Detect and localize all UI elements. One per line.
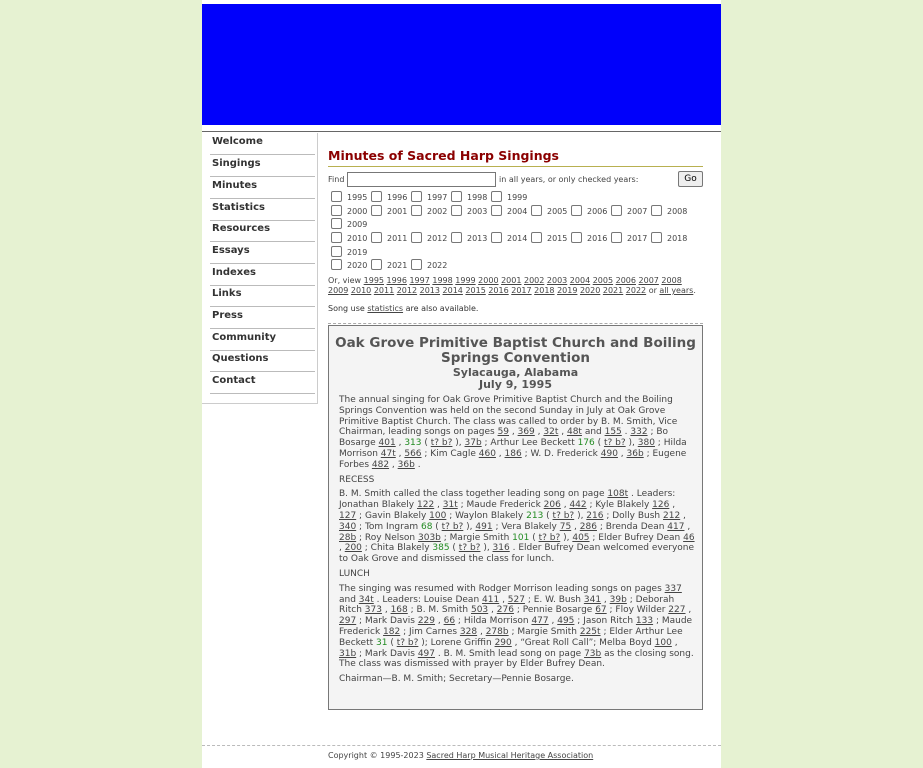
nav-essays[interactable]: Essays: [210, 242, 315, 264]
minutes-title: Oak Grove Primitive Baptist Church and Boiling Springs Convention: [335, 335, 696, 366]
find-label: Find: [328, 175, 345, 184]
year-link[interactable]: 2005: [592, 276, 614, 285]
shmha-link[interactable]: Sacred Harp Musical Heritage Association: [426, 751, 594, 760]
view-or: or: [648, 286, 657, 295]
year-link[interactable]: 1995: [363, 276, 384, 285]
nav-singings[interactable]: Singings: [210, 155, 315, 177]
year-link[interactable]: 1997: [409, 276, 430, 285]
nav-contact[interactable]: Contact: [210, 372, 315, 394]
year-link[interactable]: 2016: [488, 286, 509, 295]
search-input[interactable]: [347, 172, 496, 187]
year-link[interactable]: 2014: [442, 286, 463, 295]
year-link[interactable]: 1998: [432, 276, 453, 285]
year-link[interactable]: 2013: [419, 286, 440, 295]
header-banner: [202, 4, 721, 125]
view-end: .: [693, 286, 696, 295]
year-link[interactable]: 2000: [478, 276, 499, 285]
view-prefix: Or, view: [328, 276, 362, 285]
year-link[interactable]: 2004: [569, 276, 591, 285]
search-row: [328, 172, 704, 188]
year-link[interactable]: 2018: [534, 286, 555, 295]
minutes-paragraph: RECESS: [339, 474, 375, 485]
year-link[interactable]: 1996: [386, 276, 407, 285]
page: Welcome Singings Minutes Statistics Resources Essays Indexes Links Press Community Questions Contact Minutes of Sacred Harp Singings Find in all years, or only checked years: Go 1995 1996 1997 1998 1999 2000 2001 2002 2003 2004 2005 2006 2007 2008 2009 2010 2011 2012 2013 2014 2015 2016 2017 2018 2019 2020 2021 2022 Or, view 1995 1996 1997 1998 1999 2000 2001 2002 2003 2004 2005 2006 2007 2008 2009 2010 2011 2012 2013 2014 2015 2016 2017 2018 2019 2020 2021 2022 or all years. Song use statistics are also available. Oak Grove Primitive Baptist Church and Boiling Springs Convention Sylacauga, Alabama July 9, 1995 The annual singing for Oak Grove Primitive Baptist Church and the Boiling Springs Convention was held on the second Sunday in July at Oak Grove Primitive Baptist Church. The class was called to order by B. M. Smith, Vice Chairman, leading songs on pages 59 , 369 , 32t , 48t and 155 . 332 ; Bo Bosarge 401 , 313 ( t? b? ), 37b ; Arthur Lee Beckett 176 ( t? b? ), 380 ; Hilda Morrison 47t , 566 ; Kim Cagle 460 , 186 ; W. D. Frederick 490 , 36b ; Eugene Forbes 482 , 36b . RECESS B. M. Smith called the class together leading song on page 108t . Leaders: Jonathan Blakely 122 , 31t ; Maude Frederick 206 , 442 ; Kyle Blakely 126 , 127 ; Gavin Blakely 100 ; Waylon Blakely 213 ( t? b? ), 216 ; Dolly Bush 212 , 340 ; Tom Ingram 68 ( t? b? ), 491 ; Vera Blakely 75 , 286 ; Brenda Dean 417 , 28b ; Roy Nelson 303b ; Margie Smith 101 ( t? b? ), 405 ; Elder Bufrey Dean 46 , 200 ; Chita Blakely 385 ( t? b? ), 316 . Elder Bufrey Dean welcomed everyone to Oak Grove and dismissed the class for lunch. LUNCH The singing was resumed with Rodger Morrison leading songs on pages 337 and 34t . Leaders: Louise Dean 411 , 527 ; E. W. Bush 341 , 39b ; Deborah Ritch 373 , 168 ; B. M. Smith 503 , 276 ; Pennie Bosarge 67 ; Floy Wilder 227 , 297 ; Mark Davis 229 , 66 ; Hilda Morrison 477 , 495 ; Jason Ritch 133 ; Maude Frederick 182 ; Jim Carnes 328 , 278b ; Margie Smith 225t ; Elder Arthur Lee Beckett 31 ( t? b? ); Lorene Griffin 290 , “Great Roll Call”; Melba Boyd 100 , 31b ; Mark Davis 497 . B. M. Smith lead song on page 73b as the closing song. The class was dismissed with prayer by Elder Bufrey Dean. Chairman—B. M. Smith; Secretary—Pennie Bosarge. Copyright © 1995-2023 Sacred Harp Musical Heritage Association: [202, 0, 721, 768]
nav-resources[interactable]: Resources: [210, 220, 315, 242]
statistics-link[interactable]: statistics: [367, 304, 404, 313]
year-link[interactable]: 2006: [615, 276, 636, 285]
nav-statistics[interactable]: Statistics: [210, 199, 315, 221]
nav-minutes[interactable]: Minutes: [210, 177, 315, 199]
year-link[interactable]: 1999: [455, 276, 476, 285]
year-link[interactable]: 2002: [523, 276, 545, 285]
year-link[interactable]: 2007: [638, 276, 659, 285]
year-link[interactable]: 2022: [625, 286, 647, 295]
nav-welcome[interactable]: Welcome: [210, 133, 315, 155]
minutes-box: [328, 325, 703, 710]
footer: [328, 751, 593, 760]
year-link[interactable]: 2021: [602, 286, 624, 295]
page-title: Minutes of Sacred Harp Singings: [328, 148, 703, 167]
year-link[interactable]: 2010: [350, 286, 372, 295]
year-link[interactable]: 2003: [546, 276, 568, 285]
all-years-link[interactable]: all years: [659, 286, 694, 295]
header-divider: [202, 131, 721, 132]
year-link[interactable]: 2017: [511, 286, 532, 295]
sidebar: [202, 133, 318, 404]
minutes-date: July 9, 1995: [479, 378, 552, 391]
nav-links[interactable]: Links: [210, 285, 315, 307]
year-link[interactable]: 2012: [396, 286, 418, 295]
view-years-line: [328, 276, 704, 296]
minutes-paragraph: The singing was resumed with Rodger Morrison leading songs on pages 337 and 34t . Leaders: Louise Dean 411 , 527 ; E. W. Bush 341 , 39b ; Deborah Ritch 373 , 168 ; B. M. Smith 503 , 276 ; Pennie Bosarge 67 ; Floy Wilder 227 , 297 ; Mark Davis 229 , 66 ; Hilda Morrison 477 , 495 ; Jason Ritch 133 ; Maude Frederick 182 ; Jim Carnes 328 , 278b ; Margie Smith 225t ; Elder Arthur Lee Beckett 31 ( t? b? ); Lorene Griffin 290 , “Great Roll Call”; Melba Boyd 100 , 31b ; Mark Davis 497 . B. M. Smith lead song on page 73b as the closing song. The class was dismissed with prayer by Elder Bufrey Dean.: [339, 583, 694, 670]
footer-divider: [202, 745, 721, 746]
nav-questions[interactable]: Questions: [210, 350, 315, 372]
year-link[interactable]: 2015: [465, 286, 486, 295]
minutes-paragraph: LUNCH: [339, 568, 370, 579]
year-link[interactable]: 2008: [661, 276, 682, 285]
nav-community[interactable]: Community: [210, 329, 315, 351]
song-use-note: [328, 304, 478, 313]
year-links: [328, 276, 682, 295]
year-link[interactable]: 2020: [579, 286, 601, 295]
minutes-body: [339, 395, 695, 689]
nav-indexes[interactable]: Indexes: [210, 264, 315, 286]
minutes-header: [329, 336, 702, 391]
minutes-place: Sylacauga, Alabama: [452, 366, 579, 379]
minutes-paragraph: B. M. Smith called the class together leading song on page 108t . Leaders: Jonathan Blakely 122 , 31t ; Maude Frederick 206 , 442 ; Kyle Blakely 126 , 127 ; Gavin Blakely 100 ; Waylon Blakely 213 ( t? b? ), 216 ; Dolly Bush 212 , 340 ; Tom Ingram 68 ( t? b? ), 491 ; Vera Blakely 75 , 286 ; Brenda Dean 417 , 28b ; Roy Nelson 303b ; Margie Smith 101 ( t? b? ), 405 ; Elder Bufrey Dean 46 , 200 ; Chita Blakely 385 ( t? b? ), 316 . Elder Bufrey Dean welcomed everyone to Oak Grove and dismissed the class for lunch.: [339, 489, 695, 565]
nav-press[interactable]: Press: [210, 307, 315, 329]
year-link[interactable]: 2009: [328, 286, 349, 295]
minutes-signature: Chairman—B. M. Smith; Secretary—Pennie Bosarge.: [339, 674, 574, 685]
copyright-text: Copyright © 1995-2023: [328, 751, 424, 760]
find-hint: in all years, or only checked years:: [499, 175, 639, 184]
year-link[interactable]: 2001: [501, 276, 522, 285]
song-use-post: are also available.: [405, 304, 479, 313]
year-link[interactable]: 2011: [373, 286, 395, 295]
section-divider: [328, 323, 703, 324]
year-link[interactable]: 2019: [557, 286, 578, 295]
minutes-paragraph: The annual singing for Oak Grove Primitive Baptist Church and the Boiling Springs Convention was held on the second Sunday in July at Oak Grove Primitive Baptist Church. The class was called to order by B. M. Smith, Vice Chairman, leading songs on pages 59 , 369 , 32t , 48t and 155 . 332 ; Bo Bosarge 401 , 313 ( t? b? ), 37b ; Arthur Lee Beckett 176 ( t? b? ), 380 ; Hilda Morrison 47t , 566 ; Kim Cagle 460 , 186 ; W. D. Frederick 490 , 36b ; Eugene Forbes 482 , 36b .: [339, 395, 687, 470]
go-button[interactable]: Go: [678, 171, 703, 187]
song-use-pre: Song use: [328, 304, 365, 313]
